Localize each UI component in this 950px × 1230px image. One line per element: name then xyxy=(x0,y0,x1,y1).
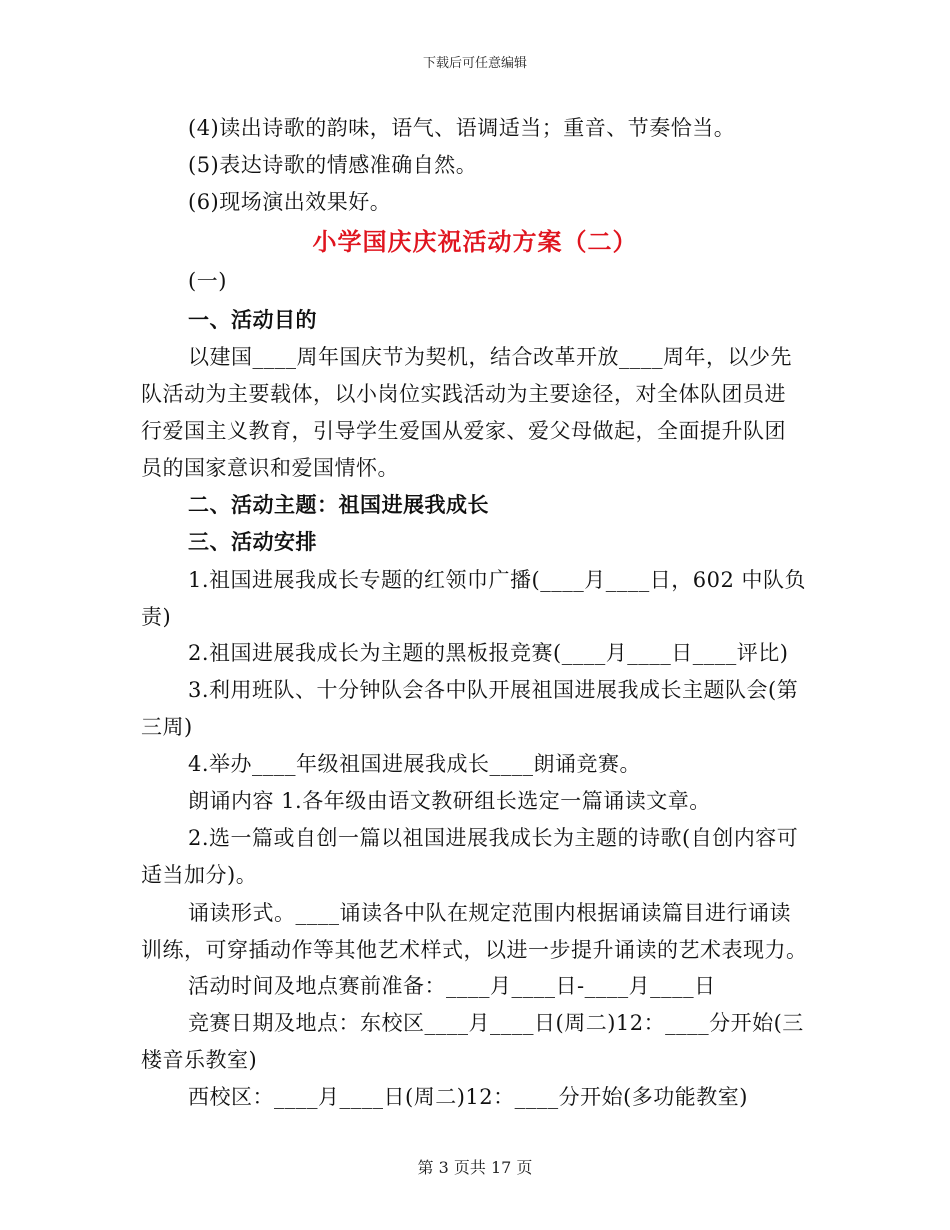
heading-activity-theme: 二、活动主题：祖国进展我成长 xyxy=(188,492,489,517)
paragraph-line: 以建国____周年国庆节为契机，结合改革开放____周年，以少先 xyxy=(188,345,792,369)
recitation-format: 诵读形式。____诵读各中队在规定范围内根据诵读篇目进行诵读 xyxy=(188,901,791,925)
schedule-item-1-cont: 责) xyxy=(141,605,172,629)
schedule-item-2: 2.祖国进展我成长为主题的黑板报竞赛(____月____日____评比) xyxy=(188,641,789,665)
paragraph-line: 队活动为主要载体，以小岗位实践活动为主要途径，对全体队团员进 xyxy=(141,382,786,406)
activity-time-place: 活动时间及地点赛前准备：____月____日-____月____日 xyxy=(188,974,716,998)
criteria-item-5: (5)表达诗歌的情感准确自然。 xyxy=(188,153,478,177)
schedule-item-1: 1.祖国进展我成长专题的红领巾广播(____月____日，602 中队负 xyxy=(188,568,806,592)
recitation-content-2: 2.选一篇或自创一篇以祖国进展我成长为主题的诗歌(自创内容可 xyxy=(188,826,799,850)
schedule-item-4: 4.举办____年级祖国进展我成长____朗诵竞赛。 xyxy=(188,752,642,776)
competition-date-east: 竞赛日期及地点：东校区____月____日(周二)12：____分开始(三 xyxy=(188,1011,804,1035)
criteria-item-6: (6)现场演出效果好。 xyxy=(188,190,392,214)
schedule-item-3-cont: 三周) xyxy=(141,715,193,739)
section-title: 小学国庆庆祝活动方案（二） xyxy=(312,227,638,256)
heading-activity-schedule: 三、活动安排 xyxy=(188,529,317,554)
recitation-content: 朗诵内容 1.各年级由语文教研组长选定一篇诵读文章。 xyxy=(188,789,711,813)
recitation-content-2-cont: 适当加分)。 xyxy=(141,863,258,887)
page-header: 下载后可任意编辑 xyxy=(422,56,527,71)
criteria-item-4: (4)读出诗歌的韵味，语气、语调适当；重音、节奏恰当。 xyxy=(188,116,736,140)
paragraph-line: 行爱国主义教育，引导学生爱国从爱家、爱父母做起，全面提升队团 xyxy=(141,419,786,443)
heading-activity-purpose: 一、活动目的 xyxy=(188,307,317,332)
competition-date-east-cont: 楼音乐教室) xyxy=(141,1048,258,1072)
subsection-label: (一) xyxy=(188,269,227,293)
paragraph-line: 员的国家意识和爱国情怀。 xyxy=(141,456,399,480)
page-number: 第 3 页共 17 页 xyxy=(417,1158,533,1177)
competition-date-west: 西校区：____月____日(周二)12：____分开始(多功能教室) xyxy=(188,1085,748,1109)
recitation-format-cont: 训练，可穿插动作等其他艺术样式，以进一步提升诵读的艺术表现力。 xyxy=(141,938,808,962)
schedule-item-3: 3.利用班队、十分钟队会各中队开展祖国进展我成长主题队会(第 xyxy=(188,678,799,702)
